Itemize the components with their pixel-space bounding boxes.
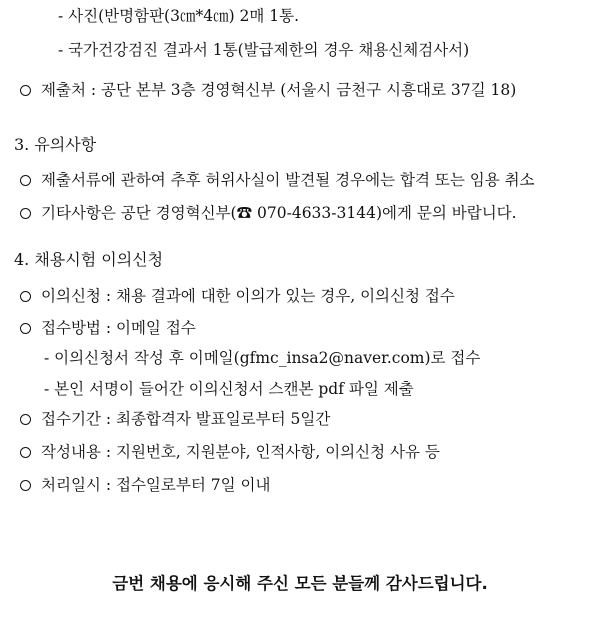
objection-scan-subitem: - 본인 서명이 들어간 이의신청서 스캔본 pdf 파일 제출	[44, 380, 414, 398]
circle-bullet-icon	[20, 291, 31, 302]
health-check-requirement: - 국가건강검진 결과서 1통(발급제한의 경우 채용신체검사서)	[58, 41, 470, 59]
photo-requirement: - 사진(반명함판(3㎝*4㎝) 2매 1통.	[58, 7, 300, 25]
notes-contact-item: 기타사항은 공단 경영혁신부(☎ 070-4633-3144)에게 문의 바랍니다.	[20, 203, 517, 223]
circle-bullet-icon	[20, 175, 31, 186]
objection-apply-item: 이의신청 : 채용 결과에 대한 이의가 있는 경우, 이의신청 접수	[20, 286, 455, 306]
objection-period-item: 접수기간 : 최종합격자 발표일로부터 5일간	[20, 409, 330, 429]
notes-false-docs-item: 제출서류에 관하여 추후 허위사실이 발견될 경우에는 합격 또는 임용 취소	[20, 170, 535, 190]
notes-heading: 3. 유의사항	[14, 135, 97, 154]
objection-heading: 4. 채용시험 이의신청	[14, 250, 164, 269]
circle-bullet-icon	[20, 208, 31, 219]
objection-method-item: 접수방법 : 이메일 접수	[20, 318, 196, 338]
circle-bullet-icon	[20, 414, 31, 425]
submit-place-item: 제출처 : 공단 본부 3층 경영혁신부 (서울시 금천구 시흥대로 37길 18)	[20, 80, 516, 100]
objection-processing-item: 처리일시 : 접수일로부터 7일 이내	[20, 475, 270, 495]
objection-content-item: 작성내용 : 지원번호, 지원분야, 인적사항, 이의신청 사유 등	[20, 442, 440, 462]
circle-bullet-icon	[20, 447, 31, 458]
closing-message: 금번 채용에 응시해 주신 모든 분들께 감사드립니다.	[112, 574, 488, 593]
objection-email-subitem: - 이의신청서 작성 후 이메일(gfmc_insa2@naver.com)로 접수	[44, 349, 481, 367]
circle-bullet-icon	[20, 85, 31, 96]
circle-bullet-icon	[20, 480, 31, 491]
circle-bullet-icon	[20, 323, 31, 334]
